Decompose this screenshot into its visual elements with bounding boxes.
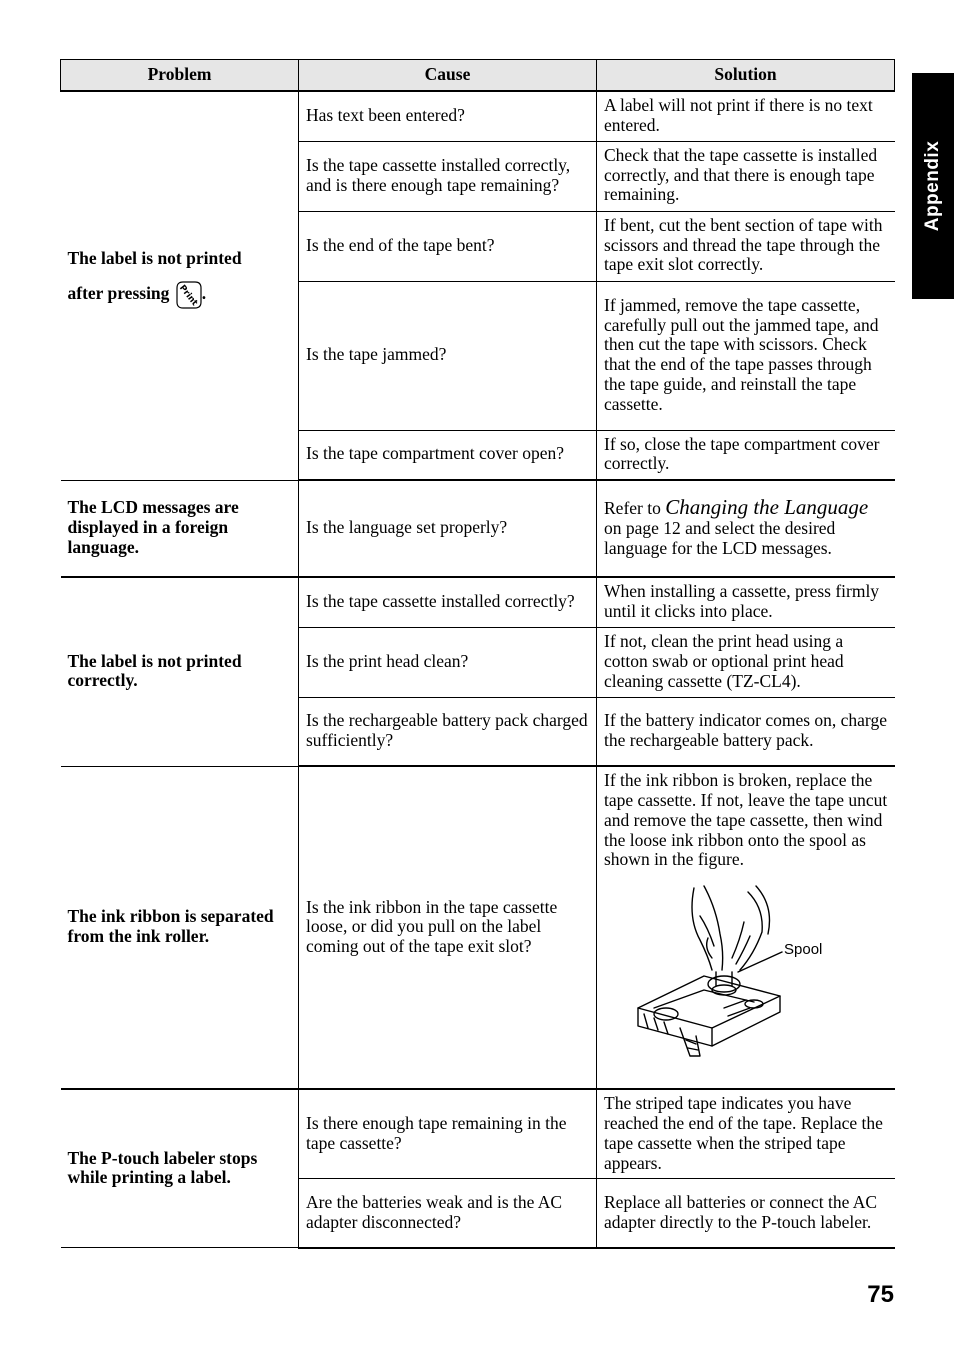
cause-cell: Is the rechargeable battery pack charged sufficiently?: [299, 697, 597, 766]
troubleshooting-table: [60, 59, 895, 1249]
figure-label-spool: Spool: [784, 941, 823, 959]
side-tab-label: Appendix: [922, 140, 943, 232]
solution-cell: If the battery indicator comes on, charge the rechargeable battery pack.: [597, 697, 895, 766]
table-row: [61, 91, 895, 141]
table-row: [61, 766, 895, 1089]
solution-cell: Refer to Changing the Language on page 12 and select the desired language for the LCD messages.: [597, 480, 895, 577]
solution-cell: If the ink ribbon is broken, replace the tape cassette. If not, leave the tape uncut and remove the tape cassette, then wind the loose ink ribbon onto the spool as shown in the figure. Spool: [597, 766, 895, 1089]
cause-cell: Is the print head clean?: [299, 627, 597, 697]
cause-cell: Are the batteries weak and is the AC adapter disconnected?: [299, 1179, 597, 1248]
header-problem: Problem: [61, 60, 299, 92]
page-number: 75: [867, 1281, 894, 1308]
problem-lcd-foreign-language: The LCD messages are displayed in a foreign language.: [61, 480, 299, 577]
cause-cell: Is the tape cassette installed correctly, and is there enough tape remaining?: [299, 141, 597, 211]
cause-cell: Is the language set properly?: [299, 480, 597, 577]
problem-text: The label is not printed: [67, 248, 242, 269]
solution-cell: If bent, cut the bent section of tape with scissors and thread the tape through the tape exit slot correctly.: [597, 211, 895, 281]
solution-cell: Replace all batteries or connect the AC adapter directly to the P-touch labeler.: [597, 1179, 895, 1248]
print-key-icon: [176, 281, 202, 309]
print-key-label: Print: [176, 283, 200, 309]
table-row: [61, 480, 895, 577]
cause-cell: Is the ink ribbon in the tape cassette loose, or did you pull on the label coming out of the tape exit slot?: [299, 766, 597, 1089]
header-cause: Cause: [299, 60, 597, 92]
header-solution: Solution: [597, 60, 895, 92]
cause-cell: Has text been entered?: [299, 91, 597, 141]
problem-labeler-stops: The P-touch labeler stops while printing a label.: [61, 1089, 299, 1248]
solution-cell: Check that the tape cassette is installed correctly, and that there is enough tape remaining.: [597, 141, 895, 211]
cause-cell: Is the tape jammed?: [299, 281, 597, 430]
problem-text: after pressing: [67, 283, 170, 304]
solution-cell: If not, clean the print head using a cotton swab or optional print head cleaning cassette (TZ-CL4).: [597, 627, 895, 697]
solution-cell: If so, close the tape compartment cover correctly.: [597, 430, 895, 480]
problem-ink-ribbon-separated: The ink ribbon is separated from the ink roller.: [61, 766, 299, 1089]
solution-cell: The striped tape indicates you have reached the end of the tape. Replace the tape cassette when the striped tape appears.: [597, 1089, 895, 1179]
solution-cell: When installing a cassette, press firmly until it clicks into place.: [597, 577, 895, 627]
solution-cell: If jammed, remove the tape cassette, carefully pull out the jammed tape, and then cut the tape with scissors. Check that the end of the tape passes through the tape guide, and reinstall the tape cassette.: [597, 281, 895, 430]
table-row: [61, 1089, 895, 1179]
spool-figure: [604, 878, 888, 1068]
cause-cell: Is the tape cassette installed correctly?: [299, 577, 597, 627]
cause-cell: Is the tape compartment cover open?: [299, 430, 597, 480]
cause-cell: Is there enough tape remaining in the tape cassette?: [299, 1089, 597, 1179]
cross-reference-link[interactable]: Changing the Language: [665, 494, 869, 519]
solution-cell: A label will not print if there is no text entered.: [597, 91, 895, 141]
cause-cell: Is the end of the tape bent?: [299, 211, 597, 281]
problem-label-not-printed-after-pressing: The label is not printed after pressing Print .: [61, 91, 299, 480]
problem-label-not-printed-correctly: The label is not printed correctly.: [61, 577, 299, 766]
table-row: [61, 577, 895, 627]
appendix-side-tab[interactable]: [912, 73, 954, 299]
table-header-row: [61, 60, 895, 92]
